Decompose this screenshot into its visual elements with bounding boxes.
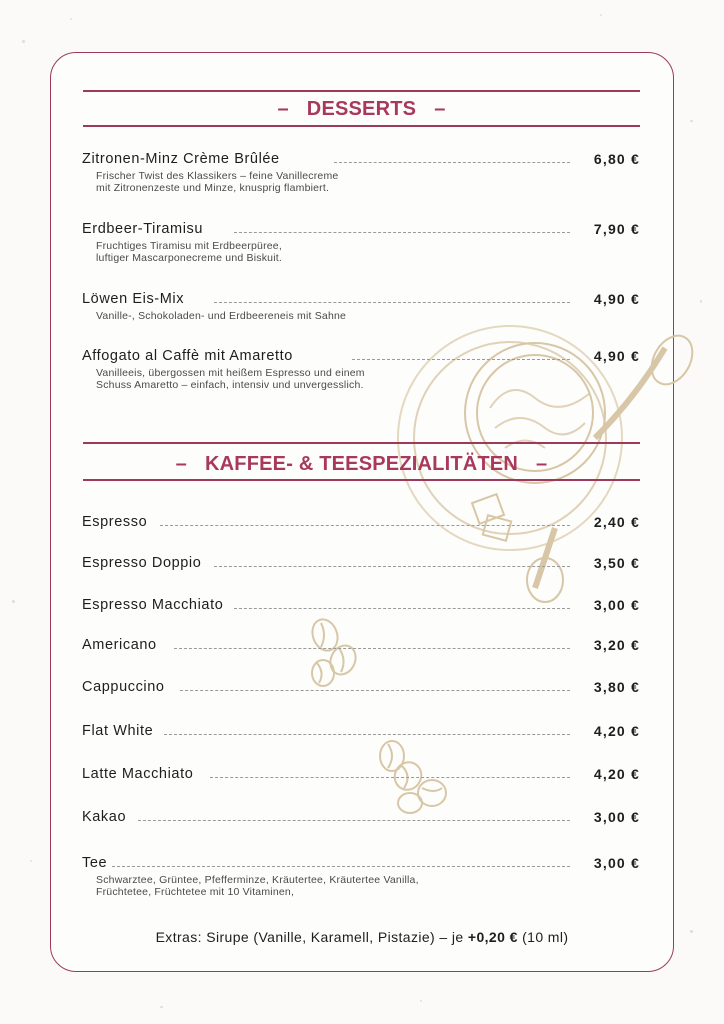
extras-suffix: (10 ml) — [517, 929, 569, 945]
leader-dots — [138, 820, 570, 821]
item-name: Espresso Macchiato — [82, 597, 224, 613]
item-name: Löwen Eis-Mix — [82, 291, 185, 307]
item-name: Latte Macchiato — [82, 766, 194, 782]
item-price: 4,20 € — [593, 766, 640, 782]
menu-item — [82, 636, 640, 654]
item-description: Schuss Amaretto – einfach, intensiv und unvergesslich. — [96, 379, 364, 391]
extras-prefix: Extras: Sirupe (Vanille, Karamell, Pistazie) – je — [155, 929, 468, 945]
item-price: 4,90 € — [593, 291, 640, 307]
menu-item — [82, 220, 640, 264]
menu-item — [82, 290, 640, 322]
menu-item — [82, 854, 640, 898]
menu-item — [82, 513, 640, 531]
desserts-title: DESSERTS — [306, 98, 417, 120]
item-price: 2,40 € — [593, 514, 640, 530]
item-price: 6,80 € — [593, 151, 640, 167]
menu-item — [82, 765, 640, 783]
item-name: Affogato al Caffè mit Amaretto — [82, 348, 293, 364]
item-name: Espresso — [82, 514, 148, 530]
item-description: Vanilleeis, übergossen mit heißem Espresso und einem — [96, 367, 365, 379]
menu-item — [82, 347, 640, 391]
menu-item — [82, 808, 640, 826]
item-price: 4,20 € — [593, 723, 640, 739]
item-description: Schwarztee, Grüntee, Pfefferminze, Kräutertee, Kräutertee Vanilla, — [96, 874, 419, 886]
item-price: 3,00 € — [593, 855, 640, 871]
menu-item — [82, 722, 640, 740]
item-price: 3,80 € — [593, 679, 640, 695]
divider — [83, 125, 640, 127]
item-name: Erdbeer-Tiramisu — [82, 221, 204, 237]
menu-item — [82, 596, 640, 614]
item-description: Fruchtiges Tiramisu mit Erdbeerpüree, — [96, 240, 282, 252]
item-name: Americano — [82, 637, 157, 653]
item-name: Zitronen-Minz Crème Brûlée — [82, 151, 280, 167]
divider — [83, 479, 640, 481]
item-description: Frischer Twist des Klassikers – feine Vanillecreme — [96, 170, 339, 182]
leader-dots — [234, 608, 570, 609]
item-description: Früchtetee, Früchtetee mit 10 Vitaminen, — [96, 886, 295, 898]
divider — [83, 90, 640, 92]
item-price: 4,90 € — [593, 348, 640, 364]
item-name: Flat White — [82, 723, 154, 739]
coffee-header: – KAFFEE- & TEESPEZIALITÄTEN – — [83, 442, 640, 482]
leader-dots — [234, 232, 570, 233]
menu-item — [82, 150, 640, 194]
extras-note — [50, 929, 674, 945]
item-description: Vanille-, Schokoladen- und Erdbeereneis mit Sahne — [96, 310, 347, 322]
item-name: Espresso Doppio — [82, 555, 202, 571]
leader-dots — [214, 566, 570, 567]
item-name: Cappuccino — [82, 679, 165, 695]
item-price: 7,90 € — [593, 221, 640, 237]
leader-dots — [164, 734, 570, 735]
item-price: 3,50 € — [593, 555, 640, 571]
item-description: mit Zitronenzeste und Minze, knusprig flambiert. — [96, 182, 330, 194]
leader-dots — [174, 648, 570, 649]
menu-item — [82, 554, 640, 572]
leader-dots — [210, 777, 570, 778]
coffee-title: KAFFEE- & TEESPEZIALITÄTEN — [205, 453, 518, 475]
leader-dots — [180, 690, 570, 691]
extras-price: +0,20 € — [467, 929, 518, 945]
desserts-header: – DESSERTS – — [83, 88, 640, 128]
leader-dots — [160, 525, 570, 526]
menu-item — [82, 678, 640, 696]
item-name: Kakao — [82, 809, 127, 825]
divider — [83, 442, 640, 444]
item-description: luftiger Mascarponecreme und Biskuit. — [96, 252, 282, 264]
leader-dots — [334, 162, 570, 163]
item-price: 3,20 € — [593, 637, 640, 653]
leader-dots — [214, 302, 570, 303]
item-price: 3,00 € — [593, 809, 640, 825]
leader-dots — [112, 866, 570, 867]
item-price: 3,00 € — [593, 597, 640, 613]
item-name: Tee — [82, 855, 108, 871]
leader-dots — [352, 359, 570, 360]
